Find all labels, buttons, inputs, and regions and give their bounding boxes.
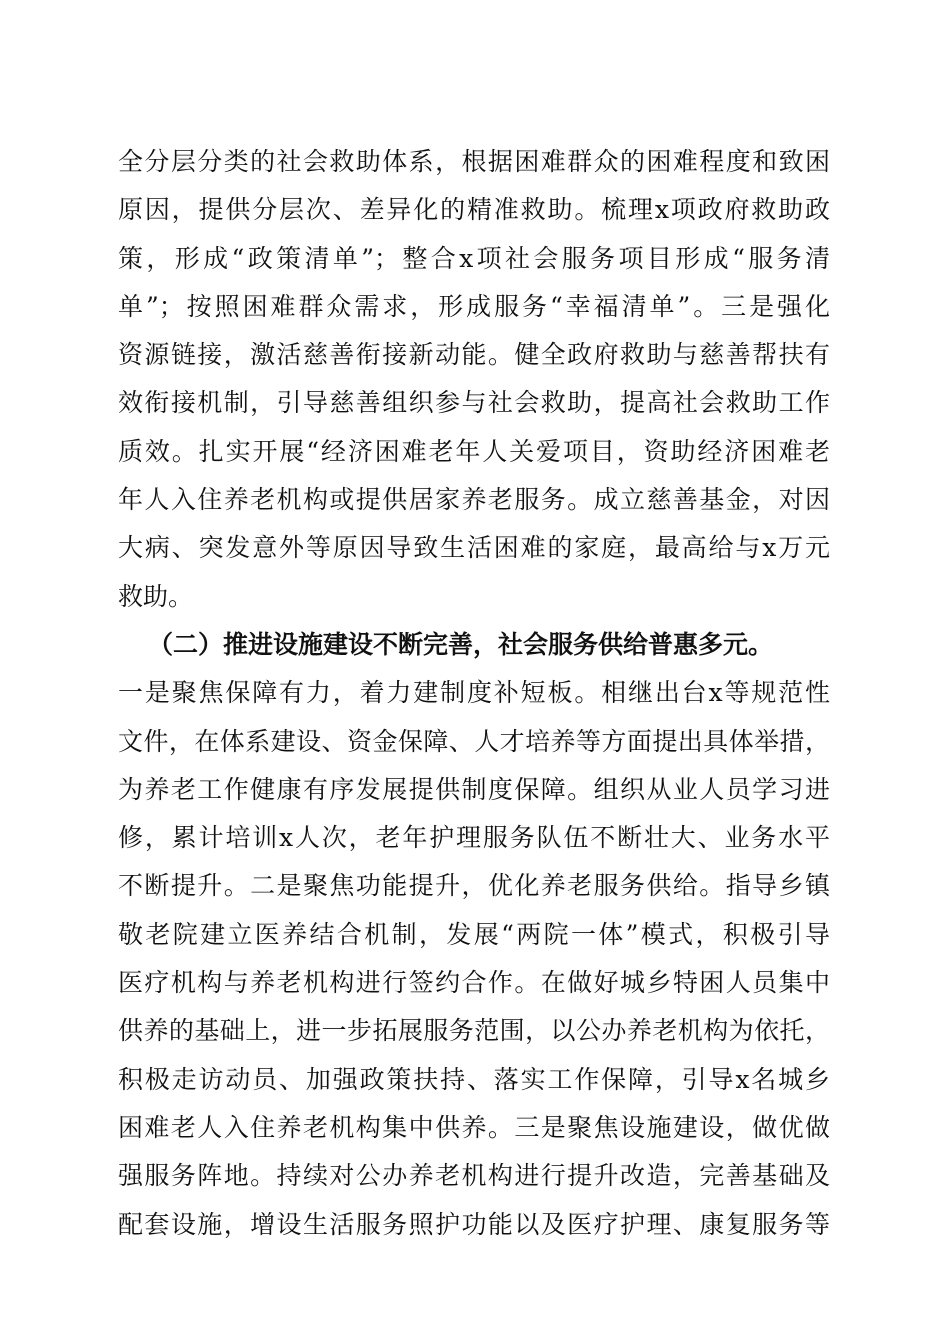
text-line: 救助。 xyxy=(118,581,194,611)
text-line: 文件，在体系建设、资金保障、人才培养等方面提出具体举措， xyxy=(118,726,830,756)
text-line: 年人入住养老机构或提供居家养老服务。成立慈善基金，对因 xyxy=(118,485,830,515)
text-line: 资源链接，激活慈善衔接新动能。健全政府救助与慈善帮扶有 xyxy=(118,340,830,370)
text-line: 积极走访动员、加强政策扶持、落实工作保障，引导x名城乡 xyxy=(118,1064,830,1094)
text-line: 配套设施，增设生活服务照护功能以及医疗护理、康复服务等 xyxy=(118,1209,830,1239)
text-line: 原因，提供分层次、差异化的精准救助。梳理x项政府救助政 xyxy=(118,195,830,225)
text-line: 敬老院建立医养结合机制，发展“两院一体”模式，积极引导 xyxy=(118,919,830,949)
text-line: 供养的基础上，进一步拓展服务范围，以公办养老机构为依托， xyxy=(118,1016,830,1046)
text-line: 强服务阵地。持续对公办养老机构进行提升改造，完善基础及 xyxy=(118,1161,830,1191)
text-line: 单”；按照困难群众需求，形成服务“幸福清单”。三是强化 xyxy=(118,291,830,321)
text-line: 为养老工作健康有序发展提供制度保障。组织从业人员学习进 xyxy=(118,774,830,804)
section-heading: （二）推进设施建设不断完善，社会服务供给普惠多元。 xyxy=(148,629,774,659)
text-line: 医疗机构与养老机构进行签约合作。在做好城乡特困人员集中 xyxy=(118,968,830,998)
text-line: 大病、突发意外等原因导致生活困难的家庭，最高给与x万元 xyxy=(118,533,830,563)
text-line: 质效。扎实开展“经济困难老年人关爱项目，资助经济困难老 xyxy=(118,436,830,466)
text-line: 策，形成“政策清单”；整合x项社会服务项目形成“服务清 xyxy=(118,243,830,273)
text-line: 不断提升。二是聚焦功能提升，优化养老服务供给。指导乡镇 xyxy=(118,871,830,901)
text-line: 一是聚焦保障有力，着力建制度补短板。相继出台x等规范性 xyxy=(118,678,830,708)
text-line: 全分层分类的社会救助体系，根据困难群众的困难程度和致困 xyxy=(118,147,830,176)
text-line: 困难老人入住养老机构集中供养。三是聚焦设施建设，做优做 xyxy=(118,1112,830,1142)
text-line: 效衔接机制，引导慈善组织参与社会救助，提高社会救助工作 xyxy=(118,388,830,418)
document-body xyxy=(118,138,830,1249)
text-line: 修，累计培训x人次，老年护理服务队伍不断壮大、业务水平 xyxy=(118,823,830,853)
